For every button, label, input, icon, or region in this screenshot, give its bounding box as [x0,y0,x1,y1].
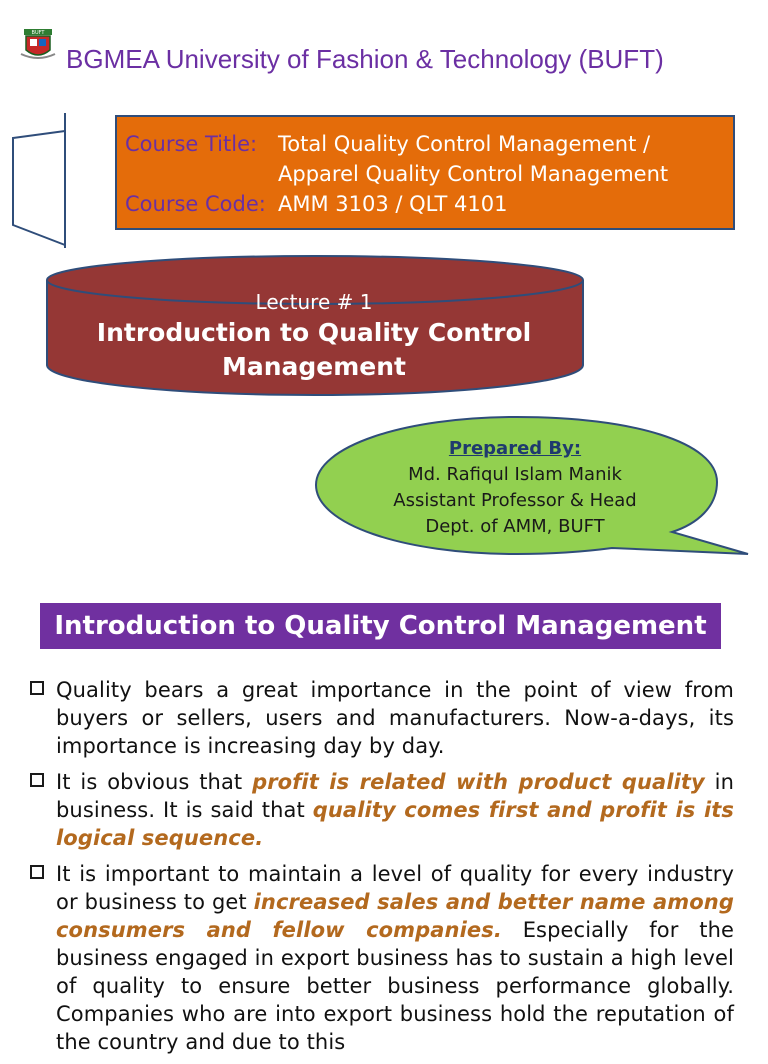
course-code-label: Course Code: [125,192,266,216]
list-item: It is important to maintain a level of quality for every industry or business to get increased sales and better name among consumers and fellow companies. Especially for the business engaged in export business has to sustain a high level of quality to ensure better business performance globally. Companies who are into export business hold the reputation of the country and due to this [30,860,734,1056]
highlight-text: profit is related with product quality [252,770,705,794]
university-title: BGMEA University of Fashion & Technology (BUFT) [66,44,664,74]
checkbox-bullet-icon [30,773,44,787]
lecture-text [55,288,573,384]
prepared-by-text [340,436,690,540]
bullet-list [30,676,734,1064]
highlight-text: increased sales and better name among consumers and fellow companies. [56,890,734,942]
course-title-value: Total Quality Control Management / [278,132,651,156]
author-name: Md. Rafiqul Islam Manik [408,464,622,485]
buft-logo [18,28,58,64]
course-info-box [115,115,735,230]
svg-text:BUFT: BUFT [31,30,45,36]
course-title-label: Course Title: [125,132,258,156]
course-title-value-2: Apparel Quality Control Management [278,162,669,186]
lecture-number: Lecture # 1 [255,290,373,314]
course-code-value: AMM 3103 / QLT 4101 [278,192,508,216]
list-item: It is obvious that profit is related with product quality in business. It is said that quality comes first and profit is its logical sequence. [30,768,734,852]
lecture-title: Introduction to Quality Control Management [96,318,532,381]
checkbox-bullet-icon [30,865,44,879]
highlight-text: quality comes first and profit is its logical sequence [56,798,734,850]
list-item: Quality bears a great importance in the point of view from buyers or sellers, users and manufacturers. Now-a-days, its importance is increasing day by day. [30,676,734,760]
author-dept: Dept. of AMM, BUFT [425,516,605,537]
decorative-bracket [10,113,70,248]
section-heading: Introduction to Quality Control Management [40,603,721,649]
checkbox-bullet-icon [30,681,44,695]
author-role: Assistant Professor & Head [393,490,637,511]
prepared-by-label: Prepared By: [448,438,582,459]
